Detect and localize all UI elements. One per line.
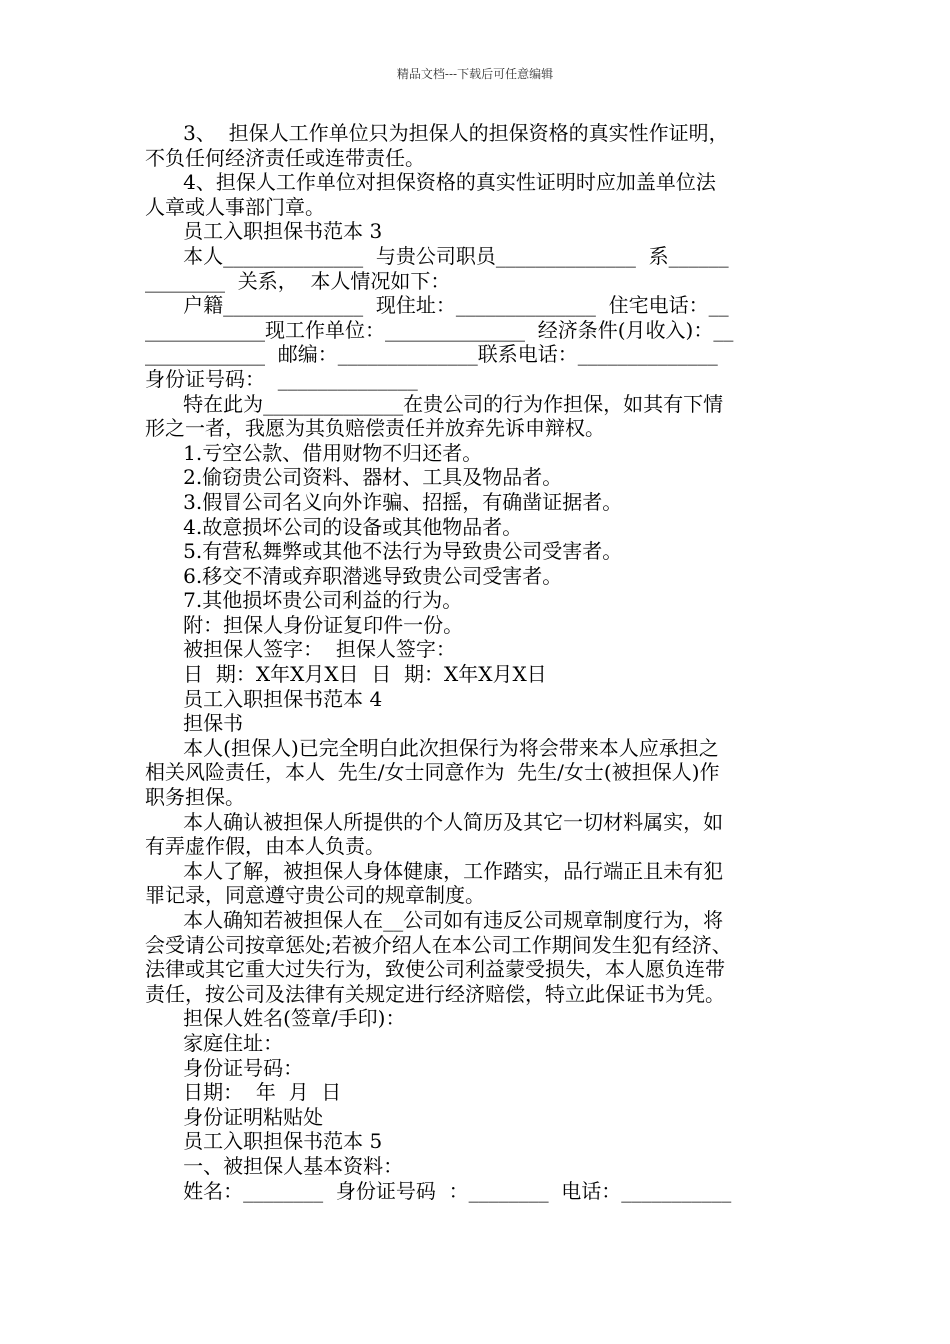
text-line: 形之一者，我愿为其负赔偿责任并放弃先诉申辩权。 (145, 416, 605, 441)
text-line: 员工入职担保书范本 5 (145, 1129, 383, 1154)
page-header: 精品文档---下载后可任意编辑 (396, 67, 554, 81)
text-line: ________ 关系， 本人情况如下： (145, 268, 451, 293)
text-line: 身份证明粘贴处 (145, 1104, 324, 1129)
text-line: 人章或人事部门章。 (145, 194, 325, 219)
text-line: 家庭住址： (145, 1030, 284, 1055)
text-line: 6.移交不清或弃职潜逃导致贵公司受害者。 (145, 563, 563, 588)
text-line: 日 期：X年X月X日 日 期：X年X月X日 (145, 662, 547, 687)
text-line: 员工入职担保书范本 3 (145, 219, 383, 244)
text-line: 姓名：________ 身份证号码 ：________ 电话：___________ (145, 1178, 732, 1203)
text-line: 3、 担保人工作单位只为担保人的担保资格的真实性作证明， (145, 121, 729, 145)
text-line: 本人______________ 与贵公司职员______________ 系______ (145, 243, 729, 268)
text-line: 身份证号码： (145, 1055, 304, 1080)
text-line: 责任，按公司及法律有关规定进行经济赔偿，特立此保证书为凭。 (145, 981, 725, 1006)
text-line: 身份证号码： ______________ (145, 366, 418, 391)
text-line: 4、担保人工作单位对担保资格的真实性证明时应加盖单位法 (145, 170, 716, 195)
text-line: 3.假冒公司名义向外诈骗、招摇，有确凿证据者。 (145, 489, 623, 514)
text-line: 一、被担保人基本资料： (145, 1153, 404, 1178)
text-line: 4.故意损坏公司的设备或其他物品者。 (145, 514, 523, 539)
text-line: 担保书 (145, 711, 244, 736)
text-line: 会受请公司按章惩处;若被介绍人在本公司工作期间发生犯有经济、 (145, 932, 732, 957)
text-line: ____________ 邮编：______________联系电话：______________ (145, 342, 718, 367)
text-line: 7.其他损坏贵公司利益的行为。 (145, 588, 463, 613)
text-line: ____________现工作单位：______________ 经济条件(月收入)：__ (145, 317, 734, 342)
text-line: 本人确认被担保人所提供的个人简历及其它一切材料属实，如 (145, 809, 724, 834)
text-line: 本人了解，被担保人身体健康，工作踏实，品行端正且未有犯 (145, 858, 724, 883)
text-line: 担保人姓名(签章/手印)： (145, 1006, 406, 1031)
text-line: 有弄虚作假，由本人负责。 (145, 834, 385, 859)
text-line: 不负任何经济责任或连带责任。 (145, 145, 425, 170)
text-line: 附：担保人身份证复印件一份。 (145, 612, 464, 637)
text-line: 5.有营私舞弊或其他不法行为导致贵公司受害者。 (145, 539, 623, 564)
text-line: 2.偷窃贵公司资料、器材、工具及物品者。 (145, 465, 563, 490)
text-line: 1.亏空公款、借用财物不归还者。 (145, 440, 483, 465)
text-line: 户籍______________ 现住址：______________ 住宅电话：__ (145, 293, 729, 318)
text-line: 职务担保。 (145, 785, 245, 810)
text-line: 员工入职担保书范本 4 (145, 686, 383, 711)
text-line: 本人(担保人)已完全明白此次担保行为将会带来本人应承担之 (145, 735, 719, 760)
text-line: 法律或其它重大过失行为，致使公司利益蒙受损失，本人愿负连带 (145, 957, 725, 982)
document-body (145, 121, 807, 1203)
text-line: 日期： 年 月 日 (145, 1080, 342, 1105)
text-line: 被担保人签字： 担保人签字： (145, 637, 456, 662)
text-line: 相关风险责任，本人 先生/女士同意作为 先生/女士(被担保人)作 (145, 760, 720, 785)
text-line: 特在此为______________在贵公司的行为作担保，如其有下情 (145, 391, 724, 416)
text-line: 本人确知若被担保人在__公司如有违反公司规章制度行为，将 (145, 908, 724, 932)
text-line: 罪记录，同意遵守贵公司的规章制度。 (145, 883, 485, 908)
